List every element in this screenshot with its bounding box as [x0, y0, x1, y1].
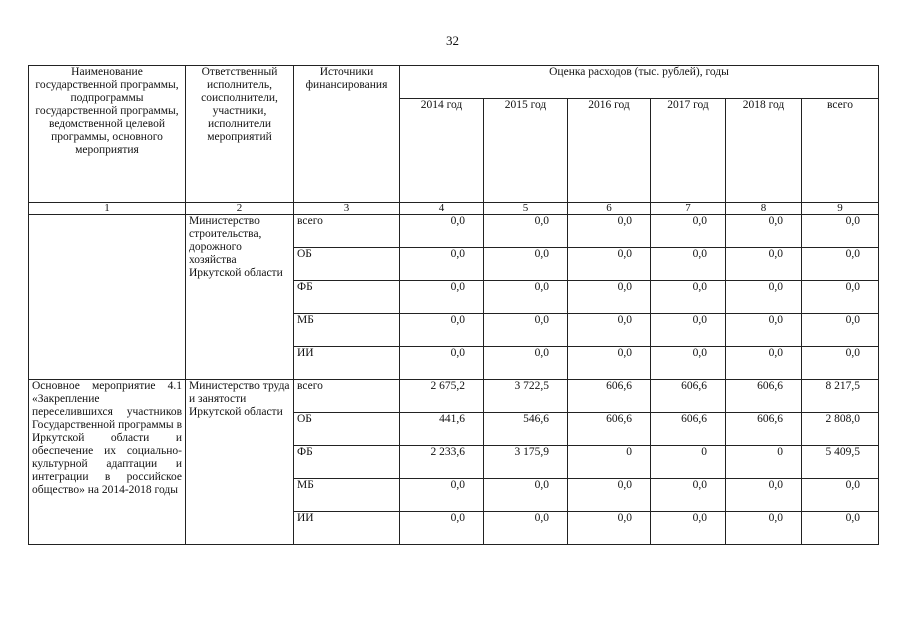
year-value-cell: 0,0 [568, 512, 651, 545]
year-value-cell: 0,0 [651, 248, 726, 281]
total-value-cell: 0,0 [802, 479, 879, 512]
funding-source-cell: ОБ [294, 413, 400, 446]
total-value-cell: 8 217,5 [802, 380, 879, 413]
header-year: 2014 год [400, 99, 484, 203]
year-value-cell: 0,0 [484, 512, 568, 545]
header-estimate: Оценка расходов (тыс. рублей), годы [400, 66, 879, 99]
year-value-cell: 0,0 [484, 248, 568, 281]
year-value-cell: 606,6 [568, 413, 651, 446]
column-number: 1 [29, 203, 186, 215]
total-value-cell: 0,0 [802, 314, 879, 347]
header-year: 2018 год [726, 99, 802, 203]
page-number: 32 [446, 33, 459, 48]
column-number: 7 [651, 203, 726, 215]
year-value-cell: 0,0 [484, 347, 568, 380]
year-value-cell: 441,6 [400, 413, 484, 446]
year-value-cell: 0,0 [484, 215, 568, 248]
column-number: 6 [568, 203, 651, 215]
program-name-cell: Основное мероприятие 4.1 «Закрепление переселившихся участников Государственной программы в Иркутской области и обеспечение их социально-культурной адаптации и интеграции в российское общество» на 2014-2018 годы [29, 380, 186, 545]
year-value-cell: 3 175,9 [484, 446, 568, 479]
funding-source-cell: ОБ [294, 248, 400, 281]
year-value-cell: 0,0 [484, 479, 568, 512]
year-value-cell: 0,0 [400, 314, 484, 347]
total-value-cell: 0,0 [802, 281, 879, 314]
column-number-row [29, 203, 879, 215]
executor-cell: Министерство строительства, дорожного хозяйства Иркутской области [186, 215, 294, 380]
year-value-cell: 0,0 [568, 248, 651, 281]
header-total: всего [802, 99, 879, 203]
year-value-cell: 0,0 [400, 347, 484, 380]
funding-source-cell: ИИ [294, 347, 400, 380]
year-value-cell: 2 233,6 [400, 446, 484, 479]
year-value-cell: 0,0 [726, 479, 802, 512]
year-value-cell: 0,0 [726, 314, 802, 347]
year-value-cell: 0,0 [651, 347, 726, 380]
funding-source-cell: всего [294, 380, 400, 413]
year-value-cell: 0,0 [568, 479, 651, 512]
header-sources: Источники финансирования [294, 66, 400, 203]
column-number: 8 [726, 203, 802, 215]
header-name: Наименование государственной программы, подпрограммы государственной программы, ведомственной целевой программы, основного мероприятия [29, 66, 186, 203]
year-value-cell: 0,0 [651, 281, 726, 314]
table-row [29, 380, 879, 413]
header-year: 2015 год [484, 99, 568, 203]
executor-cell: Министерство труда и занятости Иркутской области [186, 380, 294, 545]
year-value-cell: 0,0 [568, 215, 651, 248]
year-value-cell: 0,0 [726, 281, 802, 314]
table-row [29, 215, 879, 248]
year-value-cell: 0,0 [400, 479, 484, 512]
funding-source-cell: ФБ [294, 281, 400, 314]
column-number: 9 [802, 203, 879, 215]
year-value-cell: 0 [651, 446, 726, 479]
year-value-cell: 606,6 [651, 380, 726, 413]
funding-source-cell: ФБ [294, 446, 400, 479]
year-value-cell: 606,6 [568, 380, 651, 413]
year-value-cell: 0,0 [651, 314, 726, 347]
year-value-cell: 0,0 [726, 347, 802, 380]
year-value-cell: 2 675,2 [400, 380, 484, 413]
funding-source-cell: всего [294, 215, 400, 248]
total-value-cell: 5 409,5 [802, 446, 879, 479]
year-value-cell: 0,0 [726, 512, 802, 545]
year-value-cell: 606,6 [726, 413, 802, 446]
year-value-cell: 0,0 [651, 512, 726, 545]
header-year: 2017 год [651, 99, 726, 203]
year-value-cell: 0,0 [400, 248, 484, 281]
year-value-cell: 606,6 [726, 380, 802, 413]
year-value-cell: 0,0 [568, 347, 651, 380]
year-value-cell: 0,0 [400, 512, 484, 545]
total-value-cell: 0,0 [802, 248, 879, 281]
year-value-cell: 0,0 [400, 281, 484, 314]
year-value-cell: 3 722,5 [484, 380, 568, 413]
year-value-cell: 0,0 [568, 314, 651, 347]
year-value-cell: 0,0 [568, 281, 651, 314]
total-value-cell: 0,0 [802, 215, 879, 248]
year-value-cell: 546,6 [484, 413, 568, 446]
program-name-cell [29, 215, 186, 380]
total-value-cell: 0,0 [802, 347, 879, 380]
column-number: 3 [294, 203, 400, 215]
year-value-cell: 0,0 [484, 281, 568, 314]
total-value-cell: 0,0 [802, 512, 879, 545]
column-number: 2 [186, 203, 294, 215]
column-number: 4 [400, 203, 484, 215]
total-value-cell: 2 808,0 [802, 413, 879, 446]
funding-source-cell: МБ [294, 314, 400, 347]
year-value-cell: 0 [568, 446, 651, 479]
year-value-cell: 0,0 [484, 314, 568, 347]
year-value-cell: 0,0 [400, 215, 484, 248]
year-value-cell: 0,0 [726, 215, 802, 248]
year-value-cell: 0 [726, 446, 802, 479]
expenditure-table [28, 65, 879, 545]
header-year: 2016 год [568, 99, 651, 203]
year-value-cell: 0,0 [651, 215, 726, 248]
year-value-cell: 0,0 [651, 479, 726, 512]
funding-source-cell: МБ [294, 479, 400, 512]
funding-source-cell: ИИ [294, 512, 400, 545]
header-executor: Ответственный исполнитель, соисполнители, участники, исполнители мероприятий [186, 66, 294, 203]
year-value-cell: 606,6 [651, 413, 726, 446]
column-number: 5 [484, 203, 568, 215]
year-value-cell: 0,0 [726, 248, 802, 281]
